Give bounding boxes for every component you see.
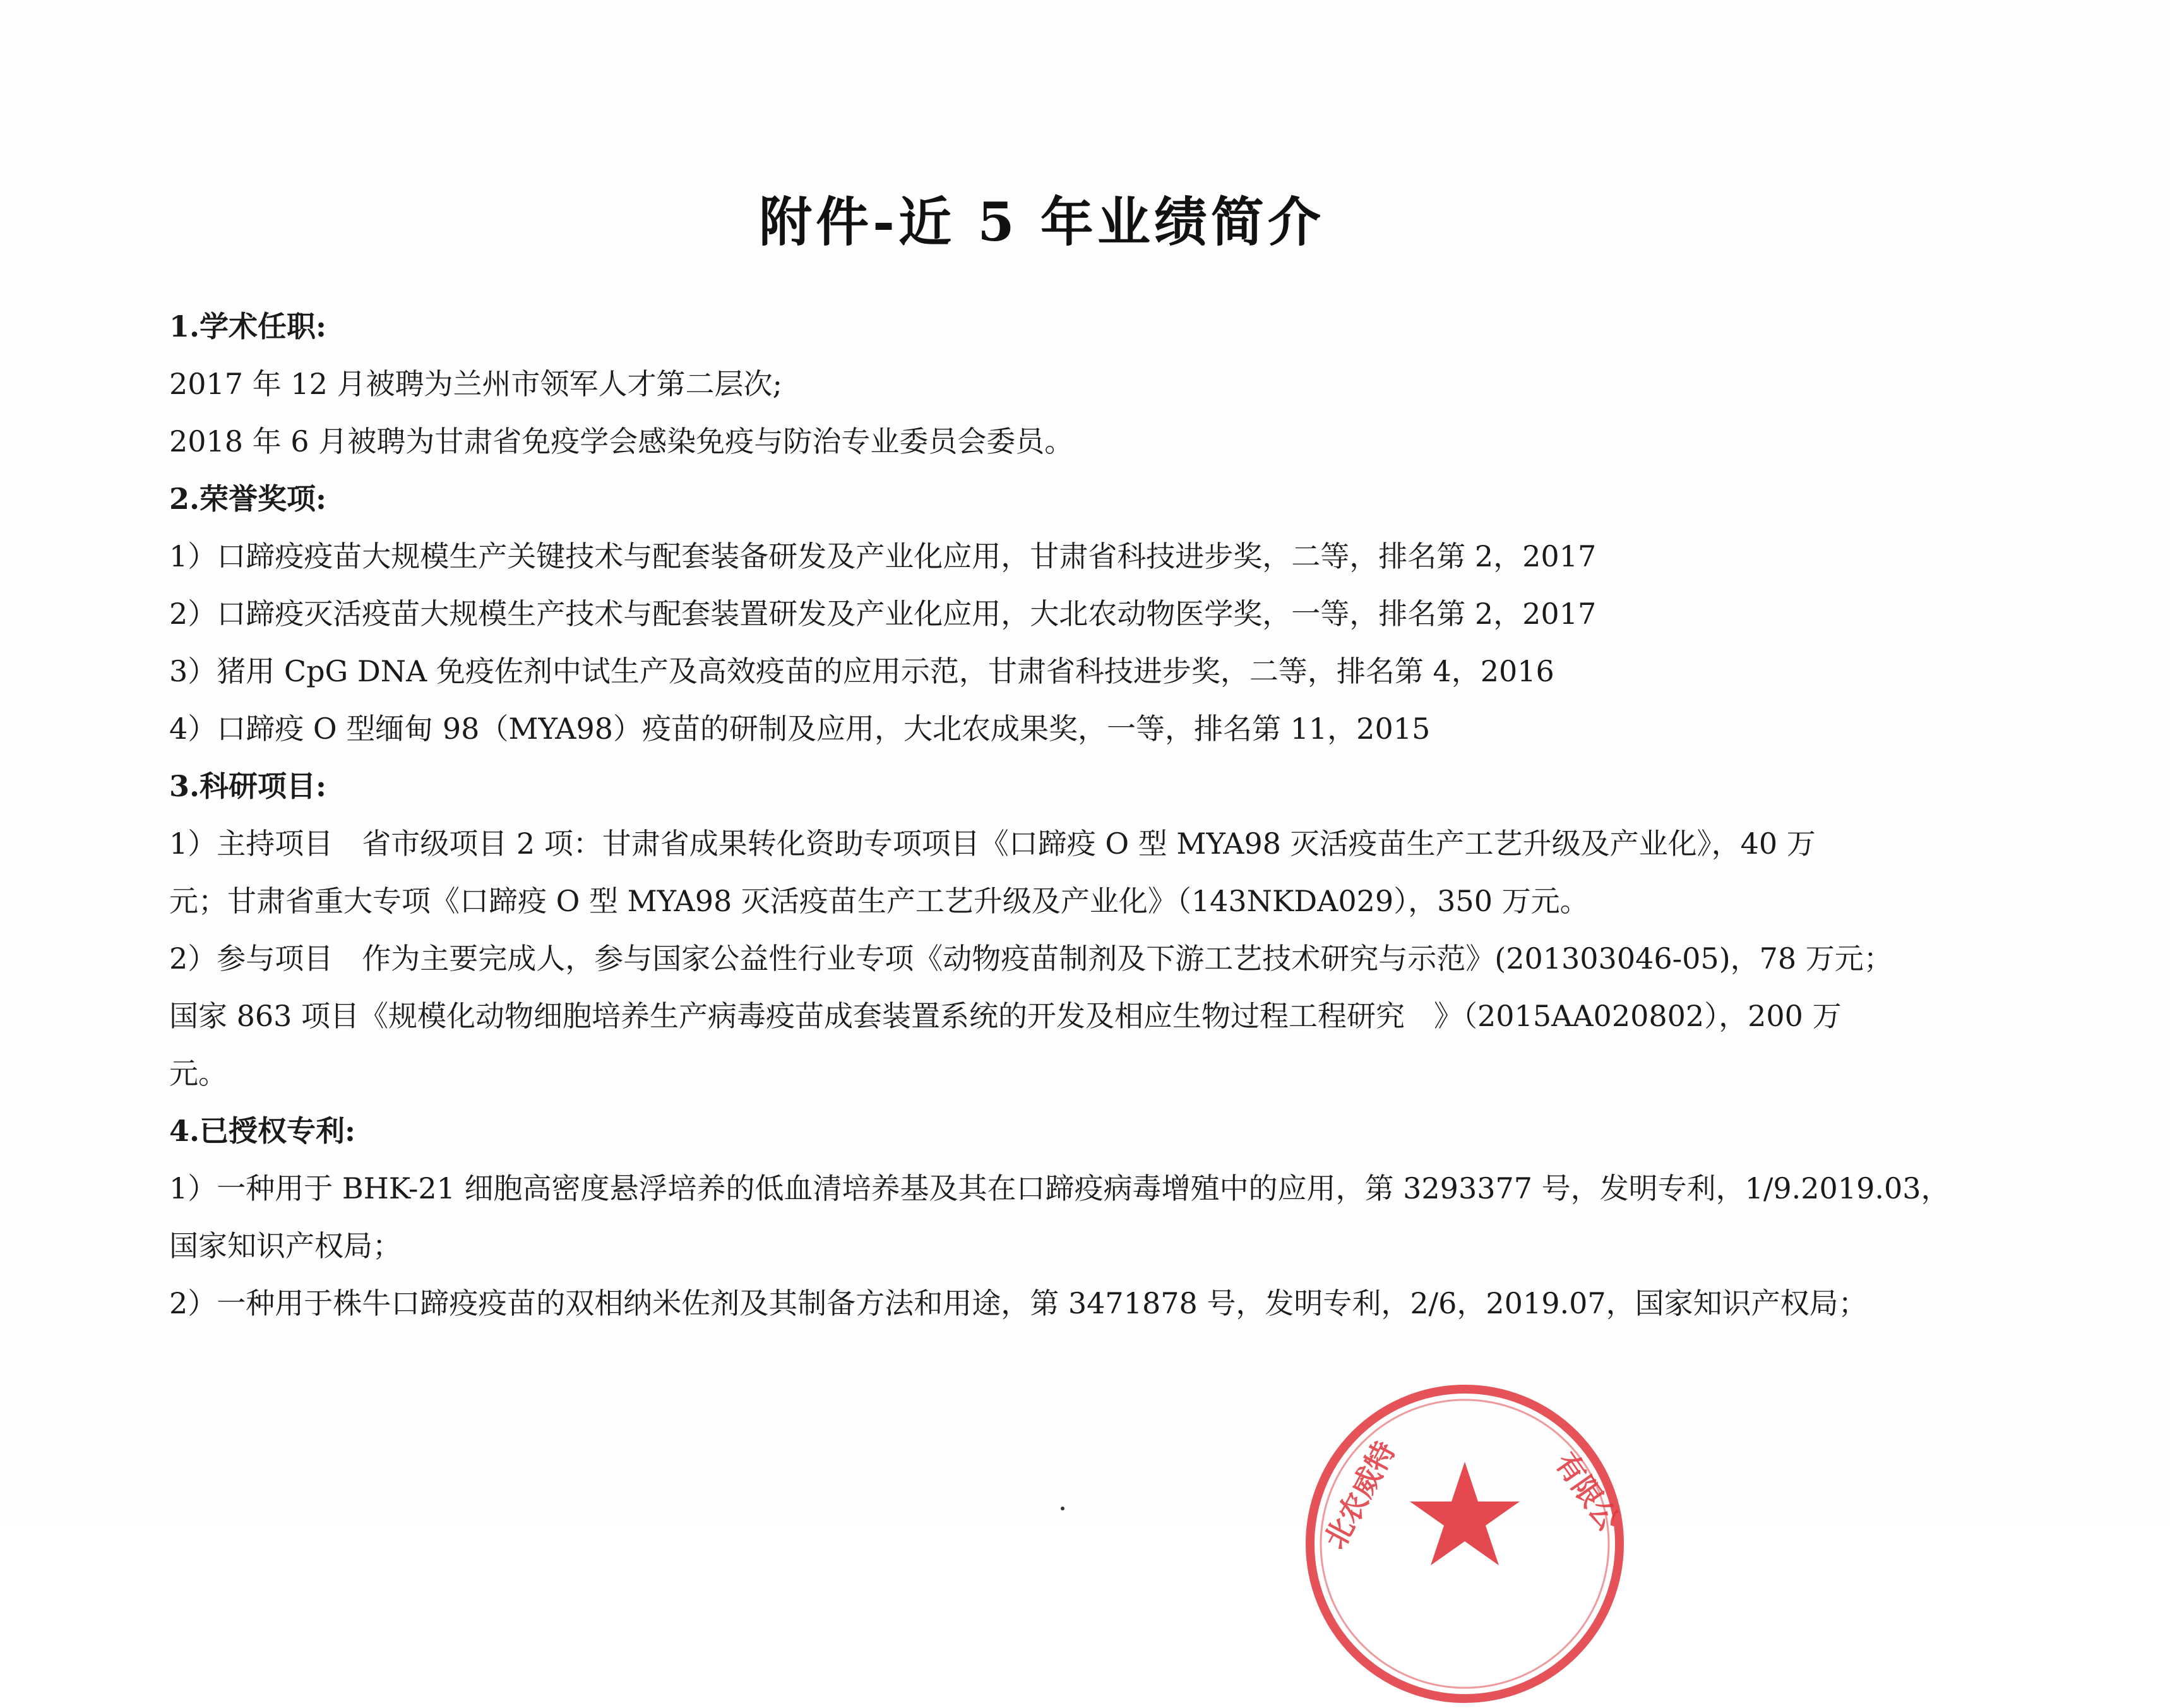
section-heading-academic-positions: 1.学术任职: xyxy=(169,309,327,343)
text-line: 2017 年 12 月被聘为兰州市领军人才第二层次; xyxy=(169,367,782,401)
text-line: 2）口蹄疫灭活疫苗大规模生产技术与配套装置研发及产业化应用，大北农动物医学奖，一等，排名第 2，2017 xyxy=(169,597,1597,631)
seal-star-icon xyxy=(1410,1462,1520,1565)
text-line: 2）一种用于株牛口蹄疫疫苗的双相纳米佐剂及其制备方法和用途，第 3471878 号，发明专利，2/6，2019.07，国家知识产权局； xyxy=(169,1286,1868,1320)
text-line: 国家 863 项目《规模化动物细胞培养生产病毒疫苗成套装置系统的开发及相应生物过程工程研究 》（2015AA020802），200 万 xyxy=(169,999,1842,1033)
text-line: 2018 年 6 月被聘为甘肃省免疫学会感染免疫与防治专业委员会委员。 xyxy=(169,424,1074,458)
page-title: 附件-近 5 年业绩简介 xyxy=(759,191,1325,253)
section-heading-granted-patents: 4.已授权专利: xyxy=(169,1114,356,1148)
text-line: 2）参与项目 作为主要完成人，参与国家公益性行业专项《动物疫苗制剂及下游工艺技术研究与示范》(201303046-05)，78 万元； xyxy=(169,941,1893,976)
text-line: 4）口蹄疫 O 型缅甸 98（MYA98）疫苗的研制及应用，大北农成果奖，一等，排名第 11，2015 xyxy=(169,712,1431,746)
text-line: 元；甘肃省重大专项《口蹄疫 O 型 MYA98 灭活疫苗生产工艺升级及产业化》（143NKDA029），350 万元。 xyxy=(169,884,1589,918)
text-line: 3）猪用 CpG DNA 免疫佐剂中试生产及高效疫苗的应用示范，甘肃省科技进步奖，二等，排名第 4，2016 xyxy=(169,654,1554,688)
text-line: 1）口蹄疫疫苗大规模生产关键技术与配套装备研发及产业化应用，甘肃省科技进步奖，二等，排名第 2，2017 xyxy=(169,539,1597,573)
scan-speck xyxy=(1061,1507,1064,1510)
text-line: 1）一种用于 BHK-21 细胞高密度悬浮培养的低血清培养基及其在口蹄疫病毒增殖中的应用，第 3293377 号，发明专利，1/9.2019.03， xyxy=(169,1171,1950,1205)
text-line: 国家知识产权局； xyxy=(169,1229,402,1263)
text-line: 元。 xyxy=(169,1056,227,1090)
company-seal-stamp xyxy=(1301,1380,1629,1708)
document-body xyxy=(169,298,1950,1332)
seal-text-right: 有限公 xyxy=(1548,1446,1627,1538)
section-heading-research-projects: 3.科研项目: xyxy=(169,769,327,803)
text-line: 1）主持项目 省市级项目 2 项：甘肃省成果转化资助专项项目《口蹄疫 O 型 MYA98 灭活疫苗生产工艺升级及产业化》，40 万 xyxy=(169,827,1816,861)
section-heading-honors-awards: 2.荣誉奖项: xyxy=(169,482,327,516)
seal-text-left: 北农威特 xyxy=(1317,1435,1402,1555)
